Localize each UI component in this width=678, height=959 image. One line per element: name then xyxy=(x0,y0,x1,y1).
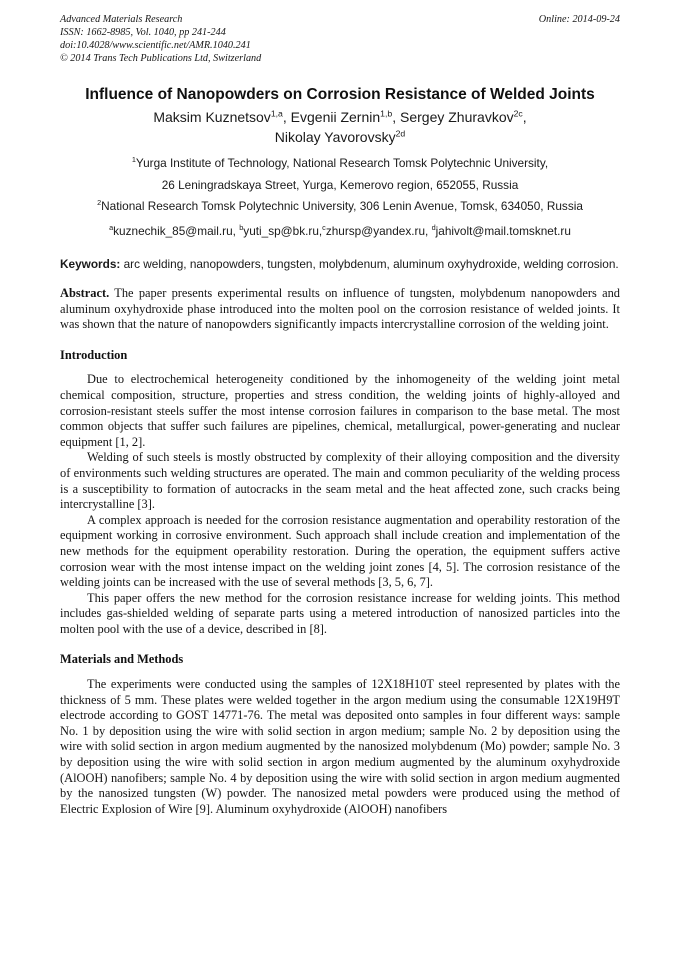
keywords-block xyxy=(60,257,620,272)
affiliation-superscript: 2 xyxy=(97,198,102,208)
affiliation-text: Yurga Institute of Technology, National Research Tomsk Polytechnic University, xyxy=(135,156,549,170)
journal-copyright-line: © 2014 Trans Tech Publications Ltd, Switzerland xyxy=(60,53,262,64)
keywords-text: arc welding, nanopowders, tungsten, molybdenum, aluminum oxyhydroxide, welding corrosion. xyxy=(120,257,619,271)
author-line-1 xyxy=(60,107,620,127)
paper-title: Influence of Nanopowders on Corrosion Resistance of Welded Joints xyxy=(85,86,595,103)
email-superscript: c xyxy=(322,223,326,233)
email-address: kuznechik_85@mail.ru xyxy=(113,224,233,238)
abstract-label: Abstract. xyxy=(60,286,110,300)
journal-issn-line: ISSN: 1662-8985, Vol. 1040, pp 241-244 xyxy=(60,27,226,38)
abstract-block xyxy=(60,286,620,333)
author-superscript: 1,a xyxy=(270,108,283,119)
email-separator: , xyxy=(425,224,432,238)
section-heading-materials-and-methods: Materials and Methods xyxy=(60,652,184,667)
author-line-2 xyxy=(60,127,620,147)
journal-name: Advanced Materials Research xyxy=(60,14,183,25)
author-name: Nikolay Yavorovsky xyxy=(274,129,396,145)
author-name: Sergey Zhuravkov xyxy=(400,109,514,125)
journal-header xyxy=(60,13,620,65)
email-address: jahivolt@mail.tomsknet.ru xyxy=(435,224,571,238)
email-separator: , xyxy=(318,224,323,238)
author-emails xyxy=(60,224,620,238)
author-superscript: 1,b xyxy=(380,108,393,119)
affiliation-text: National Research Tomsk Polytechnic University, 306 Lenin Avenue, Tomsk, 634050, Russia xyxy=(101,199,583,213)
author-name: Maksim Kuznetsov xyxy=(153,109,271,125)
online-date: Online: 2014-09-24 xyxy=(538,14,620,25)
intro-paragraph-3: A complex approach is needed for the corrosion resistance augmentation and operability restoration of the equipment working in corrosive environment. Such approach shall include creation and implementation of the new methods for the equipment operability restoration. During the operation, the equipment suffers active corrosion wear with the most intense impact on the welding joint zones [4, 5]. The corrosion resistance of the welding joints can be increased with the use of several methods [3, 5, 6, 7]. xyxy=(60,512,620,590)
email-superscript: d xyxy=(431,223,436,233)
journal-header-left xyxy=(60,13,261,65)
author-separator: , xyxy=(282,109,291,125)
affiliation-2 xyxy=(60,199,620,213)
affiliation-superscript: 1 xyxy=(131,155,136,165)
affiliation-text: 26 Leningradskaya Street, Yurga, Kemerovo region, 652055, Russia xyxy=(161,178,519,192)
keywords-label: Keywords: xyxy=(60,257,121,271)
affiliation-1-address xyxy=(60,178,620,192)
author-name: Evgenii Zernin xyxy=(290,109,381,125)
materials-paragraph-1: The experiments were conducted using the samples of 12X18H10T steel represented by plates with the thickness of 5 mm. These plates were welded together in the argon medium using the consumable 12X19H9T electrode according to GOST 14771-76. The metal was deposited onto samples in four different ways: sample No. 1 by deposition using the wire with solid section in argon medium; sample No. 2 by deposition using the wire with solid section in argon medium augmented by the nanosized molybdenum (Mo) powder; sample No. 3 by deposition using the wire with solid section in argon medium augmented by the aluminum oxyhydroxide (AlOOH) nanofibers; sample No. 4 by deposition using the wire with solid section in argon medium augmented by the nanosized tungsten (W) powder. The nanosized metal powders were produced using the method of Electric Explosion of Wire [9]. Aluminum oxyhydroxide (AlOOH) nanofibers xyxy=(60,677,620,816)
email-address: yuti_sp@bk.ru xyxy=(243,224,319,238)
author-separator: , xyxy=(392,109,400,125)
paper-body xyxy=(60,286,620,817)
email-superscript: a xyxy=(109,223,114,233)
email-superscript: b xyxy=(239,223,244,233)
author-superscript: 2c xyxy=(513,108,523,119)
abstract-text: The paper presents experimental results on influence of tungsten, molybdenum nanopowders and aluminum oxyhydroxide phase introduced into the molten pool on the corrosion resistance of welded joints. It was shown that the nature of nanopowders significantly impacts intercrystalline corrosion of the welding joint. xyxy=(60,286,620,332)
author-byline xyxy=(60,107,620,147)
author-superscript: 2d xyxy=(395,128,406,139)
affiliation-1 xyxy=(60,156,620,170)
journal-doi-line: doi:10.4028/www.scientific.net/AMR.1040.241 xyxy=(60,40,251,51)
section-heading-introduction: Introduction xyxy=(60,347,128,362)
intro-paragraph-1: Due to electrochemical heterogeneity conditioned by the inhomogeneity of the welding joint metal chemical composition, structure, properties and stress condition, the welding joints of highly-alloyed and corrosion-resistant steels suffer the most intense corrosion failures in comparison to the base metal. The most common objects that suffer such failures are pipelines, chemical, metallurgical, power-generating and nuclear equipment [1, 2]. xyxy=(60,372,620,449)
intro-paragraph-2: Welding of such steels is mostly obstructed by complexity of their alloying composition and the diversity of environments such welding structures are operated. The main and common peculiarity of the welding process is a susceptibility to formation of autocracks in the seam metal and the heat affected zone, such cracks being intercrystalline [3]. xyxy=(60,450,620,512)
email-separator: , xyxy=(232,224,240,238)
intro-paragraph-4: This paper offers the new method for the corrosion resistance increase for welding joints. This method includes gas-shielded welding of separate parts using a metered introduction of nanosized particles into the molten pool with the use of a device, described in [8]. xyxy=(60,590,620,636)
email-address: zhursp@yandex.ru xyxy=(325,224,426,238)
author-separator: , xyxy=(522,109,527,125)
